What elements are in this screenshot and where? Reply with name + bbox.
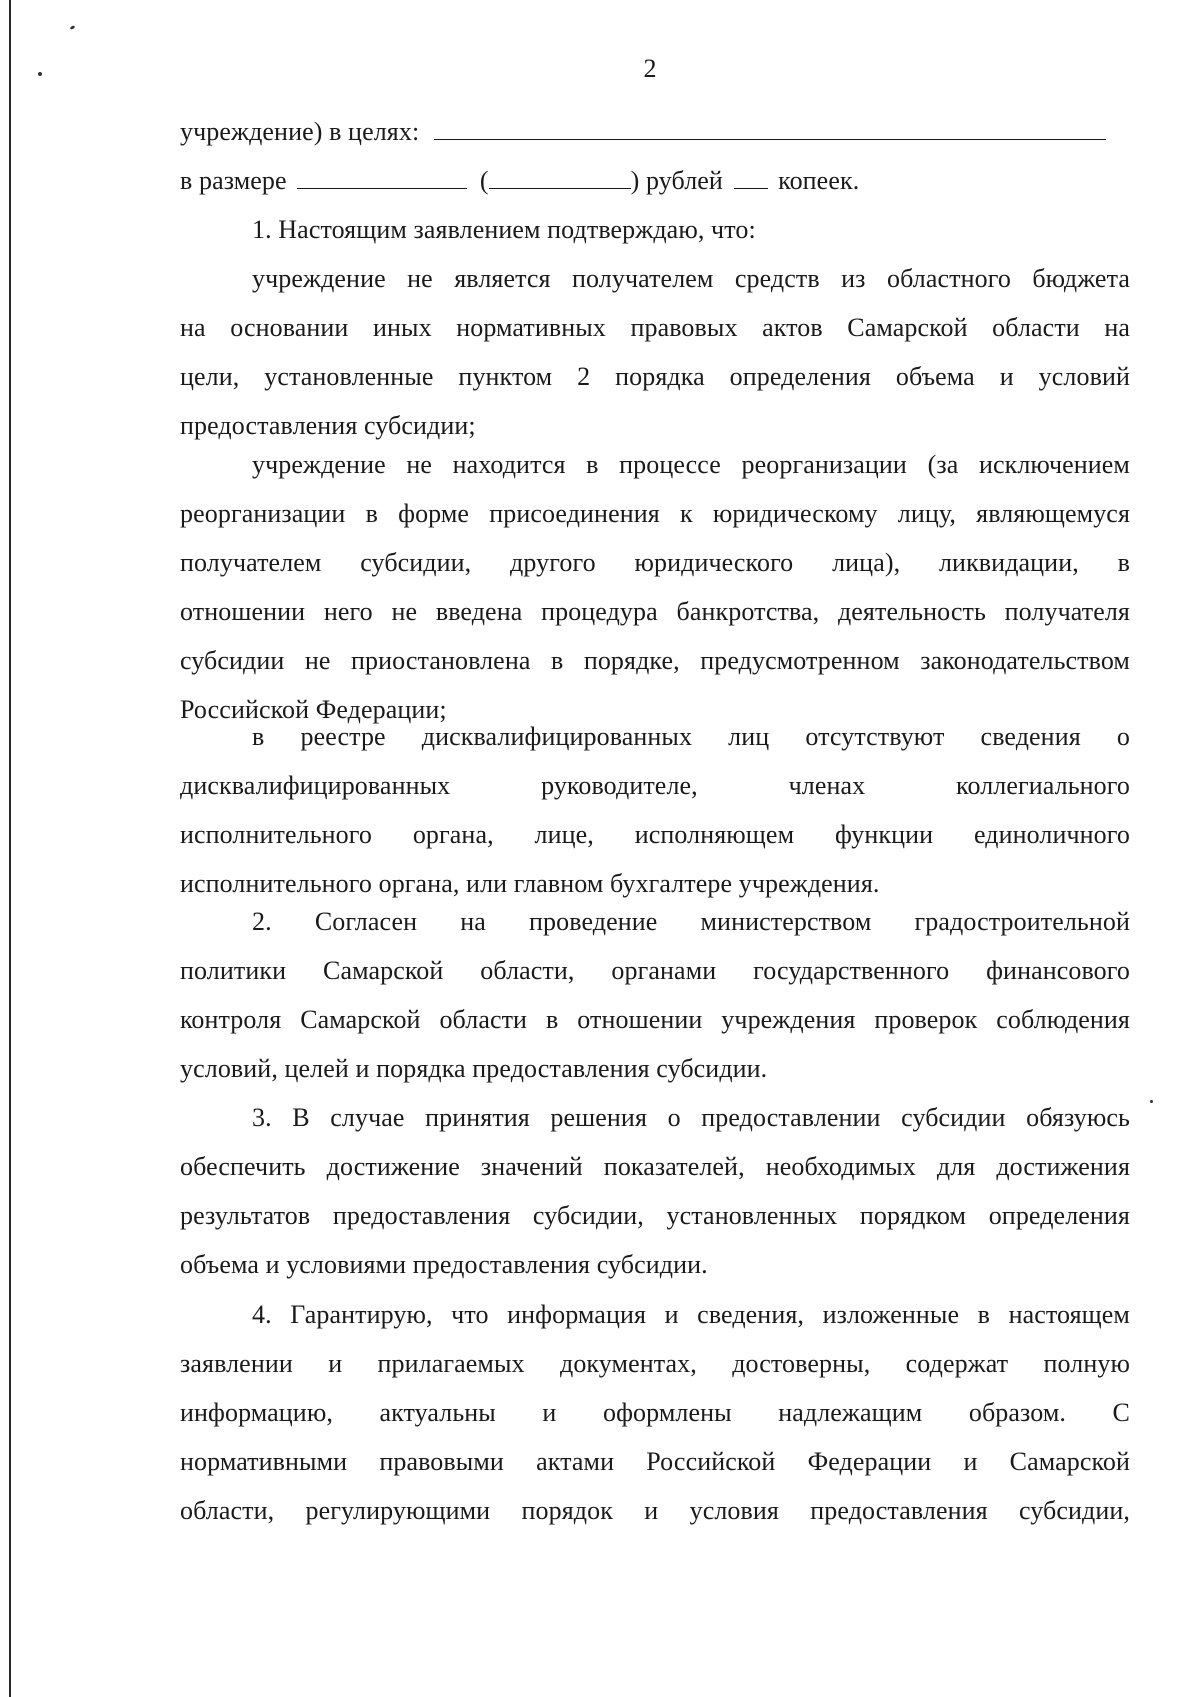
paragraph-1a [180,254,1130,450]
paragraph-2 [180,897,1130,1093]
amount-words-blank [489,166,631,189]
page-number: 2 [643,54,657,83]
text-line: в реестре дисквалифицированных лиц отсутствуют сведения о [252,722,1130,751]
text-line: Российской Федерации; [180,695,447,724]
paren-open: ( [479,166,489,195]
paragraph-1c [180,712,1130,908]
paragraph-1b [180,440,1130,734]
text-line: политики Самарской области, органами государственного финансового [180,956,1130,985]
text-line: объема и условиями предоставления субсидии. [180,1250,708,1279]
purpose-blank [434,117,1106,140]
text-line: дисквалифицированных руководителе, членах коллегиального [180,771,1130,800]
text-line: 4. Гарантирую, что информация и сведения, изложенные в настоящем [252,1300,1130,1329]
paragraph-4 [180,1290,1130,1535]
paragraph-text: 1. Настоящим заявлением подтверждаю, что: [252,215,756,244]
text-line: отношении него не введена процедура банкротства, деятельность получателя [180,597,1130,626]
kopecks-label: копеек. [778,166,860,195]
amount-prefix: в размере [180,166,287,195]
text-line: получателем субсидии, другого юридического лица), ликвидации, в [180,548,1130,577]
text-line: условий, целей и порядка предоставления субсидии. [180,1054,768,1083]
text-line: на основании иных нормативных правовых актов Самарской области на [180,313,1130,342]
text-line: обеспечить достижение значений показателей, необходимых для достижения [180,1152,1130,1181]
kopecks-blank [734,166,768,189]
text-line: субсидии не приостановлена в порядке, предусмотренном законодательством [180,646,1130,675]
purpose-label: учреждение) в целях: [180,117,420,146]
text-line: области, регулирующими порядок и условия предоставления субсидии, [180,1496,1130,1525]
paren-close-rubles: ) рублей [630,166,723,195]
purpose-line [180,107,1130,156]
text-line: учреждение не является получателем средств из областного бюджета [252,264,1130,293]
text-line: реорганизации в форме присоединения к юридическому лицу, являющемуся [180,499,1130,528]
paragraph-1-intro [180,205,1130,254]
scan-speck [70,25,76,30]
text-line: информацию, актуальны и оформлены надлежащим образом. С [180,1398,1130,1427]
paragraph-3 [180,1093,1130,1289]
text-line: предоставления субсидии; [180,411,476,440]
scan-speck [1150,1100,1153,1103]
page-edge-line [9,0,11,1697]
text-line: заявлении и прилагаемых документах, достоверны, содержат полную [180,1349,1130,1378]
text-line: исполнительного органа, лице, исполняющем функции единоличного [180,820,1130,849]
amount-line [180,156,1130,205]
text-line: 2. Согласен на проведение министерством градостроительной [252,907,1130,936]
text-line: результатов предоставления субсидии, установленных порядком определения [180,1201,1130,1230]
text-line: нормативными правовыми актами Российской Федерации и Самарской [180,1447,1130,1476]
text-line: 3. В случае принятия решения о предоставлении субсидии обязуюсь [252,1103,1130,1132]
text-line: исполнительного органа, или главном бухгалтере учреждения. [180,869,880,898]
text-line: контроля Самарской области в отношении учреждения проверок соблюдения [180,1005,1130,1034]
amount-rubles-blank [297,166,467,189]
text-line: учреждение не находится в процессе реорганизации (за исключением [252,450,1130,479]
text-line: цели, установленные пунктом 2 порядка определения объема и условий [180,362,1130,391]
